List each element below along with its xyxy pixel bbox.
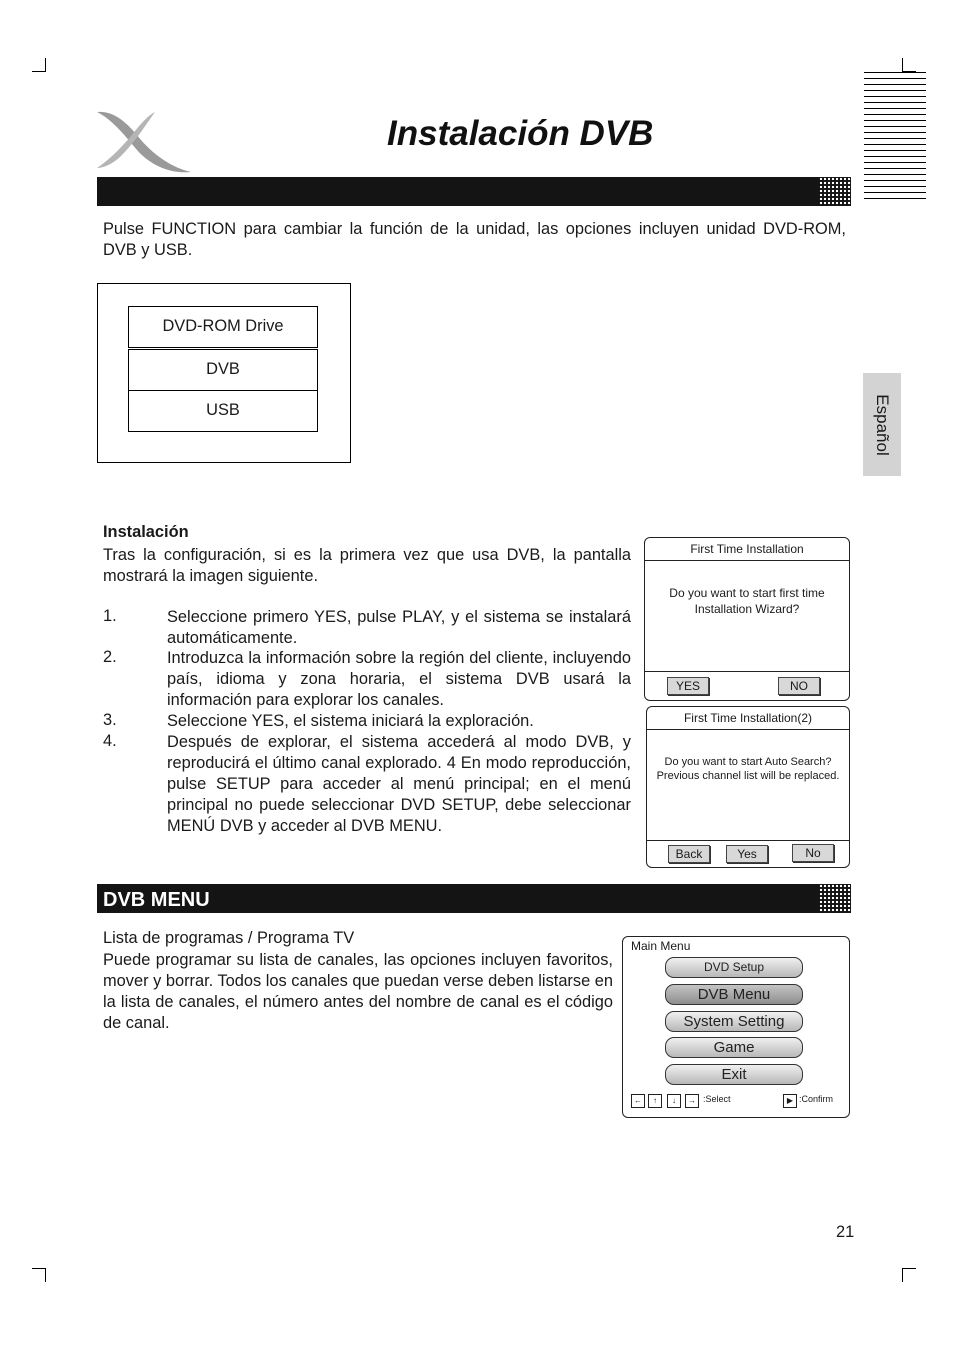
confirm-hint: :Confirm [799, 1094, 834, 1104]
crop-mark-bottom-right [902, 1268, 916, 1282]
no-button[interactable]: No [792, 844, 834, 862]
crop-mark-bottom-left [32, 1268, 46, 1282]
main-menu-title: Main Menu [631, 939, 691, 953]
decorative-stripes [864, 72, 926, 200]
step-text: Después de explorar, el sistema accederá al modo DVB, y reproducirá el último canal explorado. 4 En modo reproducción, pulse SETUP para acceder al menú principal; en el menú principal no puede seleccionar DVD SETUP, debe seleccionar MENÚ DVB y acceder al DVB MENU. [167, 733, 631, 835]
installation-heading: Instalación [103, 523, 189, 541]
no-button[interactable]: NO [778, 677, 820, 695]
back-button[interactable]: Back [668, 845, 710, 863]
dialog-message-line1: Do you want to start Auto Search? [664, 756, 832, 768]
menu-option-usb: USB [128, 390, 318, 432]
arrow-down-icon: ↓ [667, 1094, 681, 1108]
dialog-message-line2: Previous channel list will be replaced. [656, 770, 840, 782]
language-tab [863, 373, 901, 476]
intro-paragraph: Pulse FUNCTION para cambiar la función de la unidad, las opciones incluyen unidad DVD-ROM, DVB y USB. [103, 220, 846, 259]
step-text: Seleccione primero YES, pulse PLAY, y el sistema se instalará automáticamente. [167, 608, 631, 647]
yes-button[interactable]: Yes [726, 845, 768, 863]
step-number: 1. [103, 607, 117, 625]
installation-intro: Tras la configuración, si es la primera vez que usa DVB, la pantalla mostrará la imagen siguiente. [103, 546, 631, 585]
page-title: Instalación DVB [387, 114, 654, 153]
menu-item-system-setting[interactable]: System Setting [665, 1011, 803, 1032]
step-number: 2. [103, 648, 117, 666]
step-text: Introduzca la información sobre la región del cliente, incluyendo país, idioma y zona horaria, el sistema DVB usará la información para explorar los canales. [167, 649, 631, 709]
dialog-title: First Time Installation [645, 538, 849, 561]
brand-logo [95, 106, 193, 176]
play-icon: ▶ [783, 1094, 797, 1108]
dialog-message-line1: Do you want to start first time [669, 586, 825, 600]
header-bar [97, 177, 851, 206]
menu-option-dvd-rom: DVD-ROM Drive [128, 306, 318, 348]
dvb-menu-paragraph: Puede programar su lista de canales, las opciones incluyen favoritos, mover y borrar. Todos los canales que puedan verse deben listarse en la lista de canales, el número antes del nombre de canal es el código de canal. [103, 951, 613, 1032]
dvb-menu-heading: DVB MENU [103, 889, 210, 911]
dvb-menu-bar [97, 884, 851, 913]
menu-item-dvd-setup[interactable]: DVD Setup [665, 957, 803, 978]
bar-dot-pattern [819, 884, 851, 913]
menu-item-dvb-menu[interactable]: DVB Menu [665, 984, 803, 1005]
arrow-left-icon: ← [631, 1094, 645, 1108]
crop-mark-top-left [32, 58, 46, 72]
arrow-right-icon: → [685, 1094, 699, 1108]
page-number: 21 [836, 1223, 855, 1241]
yes-button[interactable]: YES [667, 677, 709, 695]
step-number: 3. [103, 711, 117, 729]
arrow-up-icon: ↑ [648, 1094, 662, 1108]
menu-item-game[interactable]: Game [665, 1037, 803, 1058]
crop-mark-top-right [902, 58, 916, 72]
menu-option-dvb: DVB [128, 349, 318, 391]
dvb-menu-subtitle: Lista de programas / Programa TV [103, 929, 355, 947]
dialog-message-line2: Installation Wizard? [694, 602, 800, 616]
menu-item-exit[interactable]: Exit [665, 1064, 803, 1085]
language-tab-label: Español [873, 393, 892, 456]
select-hint: :Select [703, 1094, 731, 1104]
bar-dot-pattern [819, 177, 851, 206]
step-text: Seleccione YES, el sistema iniciará la exploración. [167, 712, 534, 730]
dialog-title: First Time Installation(2) [647, 707, 849, 730]
step-number: 4. [103, 732, 117, 750]
